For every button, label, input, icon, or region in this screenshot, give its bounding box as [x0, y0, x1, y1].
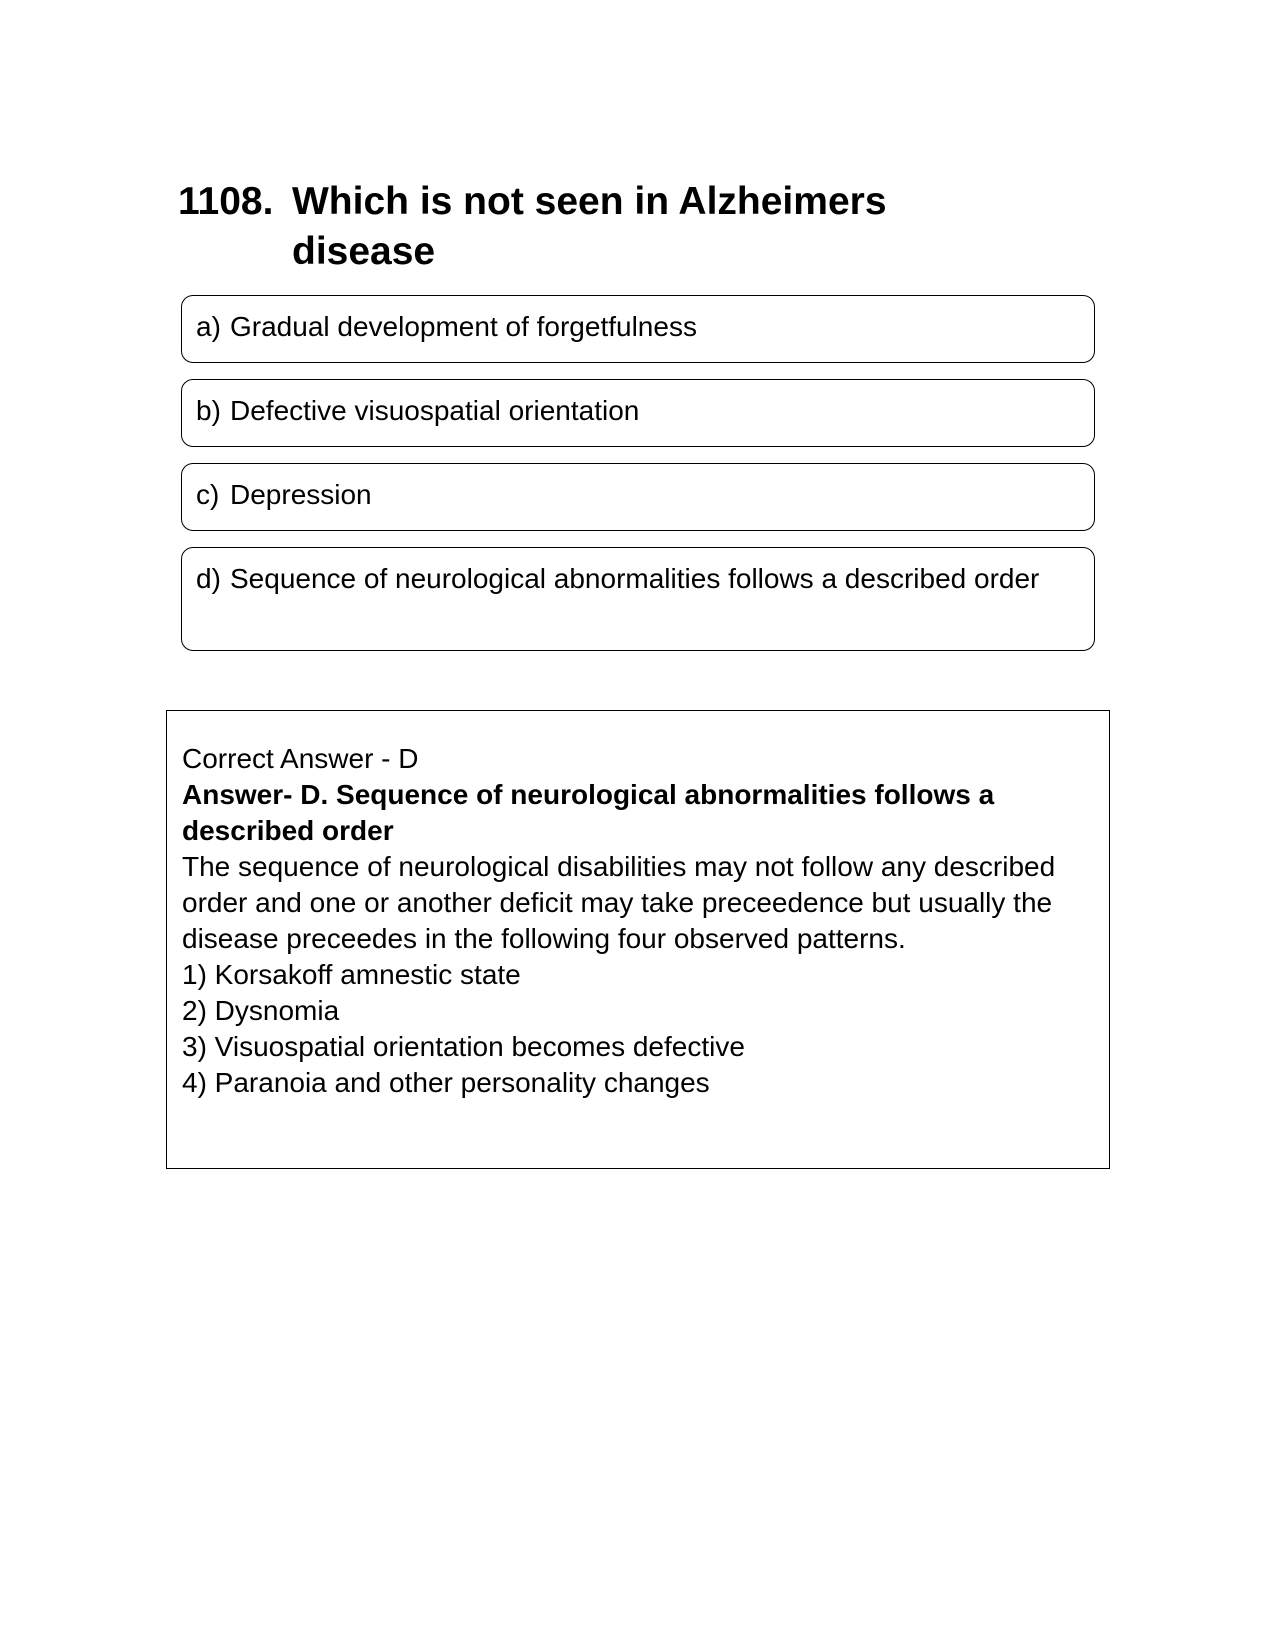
- pattern-item: 4) Paranoia and other personality changes: [182, 1067, 710, 1098]
- question-text: Which is not seen in Alzheimers disease: [292, 180, 887, 273]
- pattern-item: 2) Dysnomia: [182, 995, 340, 1026]
- option-text: Defective visuospatial orientation: [230, 395, 640, 426]
- option-a[interactable]: [181, 295, 1095, 363]
- option-b[interactable]: [181, 379, 1095, 447]
- option-text: Gradual development of forgetfulness: [230, 311, 697, 342]
- option-d[interactable]: [181, 547, 1095, 651]
- answer-box: [166, 710, 1110, 1169]
- pattern-item: 3) Visuospatial orientation becomes defective: [182, 1031, 745, 1062]
- answer-explanation: The sequence of neurological disabilities may not follow any described order and one or another deficit may take preceedence but usually the disease preceedes in the following four observed patterns.: [182, 851, 1056, 954]
- answer-heading: Answer- D. Sequence of neurological abnormalities follows a described order: [182, 779, 995, 846]
- option-c[interactable]: [181, 463, 1095, 531]
- option-text: Sequence of neurological abnormalities follows a described order: [230, 563, 1040, 594]
- option-letter: c): [196, 479, 220, 510]
- question-heading: [178, 177, 978, 277]
- option-text: Depression: [230, 479, 372, 510]
- option-letter: a): [196, 311, 221, 342]
- option-letter: b): [196, 395, 221, 426]
- question-number: 1108.: [178, 180, 274, 223]
- correct-answer-line: Correct Answer - D: [182, 743, 419, 774]
- option-letter: d): [196, 563, 221, 594]
- pattern-item: 1) Korsakoff amnestic state: [182, 959, 521, 990]
